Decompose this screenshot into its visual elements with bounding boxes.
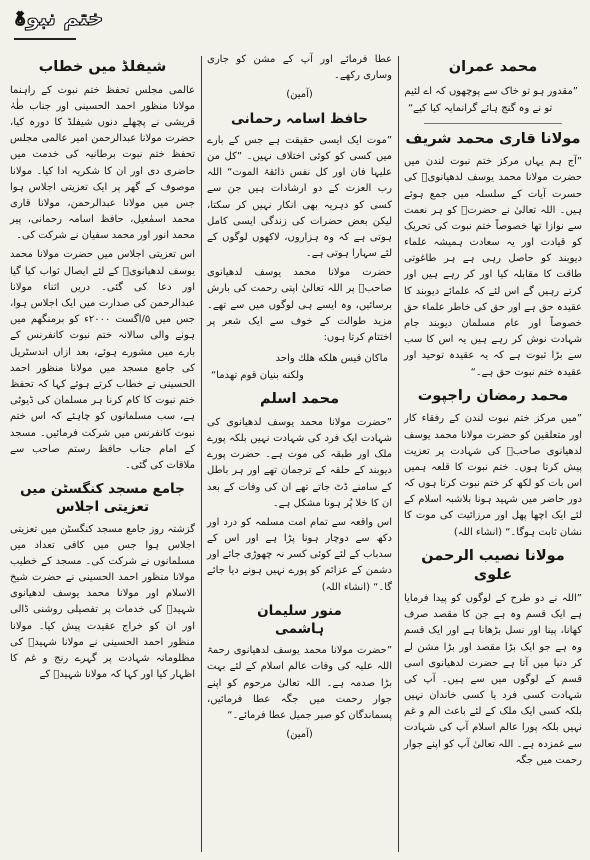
section-heading: منور سلیمان ہاشمی bbox=[257, 602, 342, 638]
column-divider bbox=[201, 56, 202, 852]
verse-line: ماكان قيس هلكه هلك واحد bbox=[275, 353, 388, 365]
column-divider bbox=[398, 56, 399, 852]
section-paragraph: ”اللہ نے دو طرح کے لوگوں کو پیدا فرمایا ہے ایک قسم وہ ہے جن کا مقصد صرف کھانا، پینا اور نسل بڑھانا ہے اور ایک قسم وہ ہے جو ایک بڑا مقصد اور بڑا مشن لے کر دنیا میں آتا ہے حضرت لدھیانوی اسی قسم کے لوگوں میں سے ہیں۔ آپ کی شہادت کسی فرد یا کسی خاندان نہیں بلکہ کسی ایک ملک کے لئے باعث الم و غم نہیں بلکہ پورا عالم اسلام آپ کی شہادت سے غمزدہ ہے۔ اللہ تعالیٰ آپ کو اپنے جوار رحمت میں جگہ bbox=[404, 592, 582, 766]
masthead-logo: ختم نبوۃ bbox=[14, 6, 104, 30]
amen-line: (آمین) bbox=[286, 89, 313, 101]
section-paragraph: ”موت ایک ایسی حقیقت ہے جس کے بارے میں کسی کو کوئی اختلاف نہیں۔ ”کل من علیہا فان اور کل نفس ذائقۃ الموت“ اللہ رب العزت کے دو ارشادات ہیں جن سے کسی کو دہریہ بھی انکار نہیں کر سکتا، لیکن بعض حضرات کی زندگی ایسی کامل ہوتی ہے کہ وہ ہزاروں، لاکھوں لوگوں کے لئے سہارا ہوتی ہے۔ bbox=[207, 134, 392, 260]
section-heading: مولانا قاری محمد شریف bbox=[405, 130, 581, 147]
right-column bbox=[404, 52, 582, 772]
section-heading: مولانا نصیب الرحمن علوی bbox=[421, 547, 565, 584]
section-paragraph: ”میں مرکز ختم نبوت لندن کے رفقاء کار اور متعلقین کو حضرت مولانا محمد یوسف لدھیانوی صاحبؒ کی شہادت پر تعزیت پیش کرتا ہوں۔ ختم نبوت کا قلعہ ہمیں اس بات کو لکھ کر ختم نبوت کرتا ہوں کہ دور حاضر میں شہید ہونا بلاشبہ اسلام کے لئے ایک اچھا پھل اور مرزائیت کی موت کا نشان ثابت ہوگا۔“ (انشاء اللہ) bbox=[404, 413, 582, 538]
section-paragraph: ”حضرت مولانا محمد یوسف لدھیانوی کی شہادت ایک فرد کی شہادت نہیں بلکہ پورے ملک اور طبقہ کی موت ہے۔ حضرت پورے دیوبند کے حلقہ کے ترجمان تھے اور ہر باطل کے سامنے ڈٹ جاتے تھے ان کی وفات کے بعد ان کا خلا پُر ہونا مشکل ہے۔ bbox=[207, 416, 392, 509]
section-paragraph: ”حضرت مولانا محمد یوسف لدھیانوی رحمۃ اللہ علیہ کی وفات عالم اسلام کے لئے بہت بڑا صدمہ ہے۔ اللہ تعالیٰ مرحوم کو اپنے جوار رحمت میں جگہ عطا فرمائیں، پسماندگان کو صبر جمیل عطا فرمائے۔“ bbox=[207, 645, 392, 722]
couplet bbox=[404, 83, 582, 117]
masthead-underline bbox=[14, 38, 76, 40]
section-heading: شیفلڈ میں خطاب bbox=[38, 59, 167, 75]
couplet-line: ”مقدور ہو تو خاک سے پوچھوں کہ اے لئیم bbox=[404, 85, 578, 97]
section-heading: محمد رمضان راجپوت bbox=[417, 387, 569, 404]
verse-line: ولكنه بنيان قوم تهدما“ bbox=[211, 370, 304, 382]
middle-column bbox=[207, 52, 392, 745]
couplet-line: تو نے وہ گنج ہائے گرانمایہ کیا کیے“ bbox=[408, 102, 553, 114]
section-separator bbox=[424, 123, 562, 124]
section-paragraph: عالمی مجلس تحفظ ختم نبوت کے راہنما مولانا منظور احمد الحسینی اور جناب طٰہٰ قریشی نے پچھلے دنوں شیفلڈ کا دورہ کیا، حضرت مولانا عبدالرحمن امیر عالمی مجلس تحفظ ختم نبوت برطانیہ کی خدمت میں حاضری دی اور ان کا شکریہ ادا کیا۔ مولانا موصوف کے گھر پر ایک تعزیتی اجلاس ہوا جس میں مولانا عبدالرحمن، مولانا قاری محمد اسمٰعیل، حافظ اسامہ رحمانی، پیر محمد انور اور محمد سفیان نے شرکت کی۔ bbox=[10, 84, 195, 242]
continuation-text: عطا فرمائے اور آپ کے مشن کو جاری وساری رکھے۔ bbox=[207, 54, 392, 82]
left-column bbox=[10, 52, 195, 686]
section-paragraph: اس تعزیتی اجلاس میں حضرت مولانا محمد یوسف لدھیانویؒ کے لئے ایصال ثواب کیا گیا اور دعا کی گئی۔ دریں اثناء مولانا عبدالرحمن کی صدارت میں ایک اجلاس ہوا، جس میں ۵/اگست ۲۰۰۰ء کو برمنگھم میں ہونے والی سالانہ ختم نبوت کانفرنس کے بارے میں مشورے ہوئے، بعد ازاں اندسٹریل کی جامع مسجد میں مولانا منظور احمد الحسینی نے خطاب کرتے ہوئے کہا کہ تحفظ ختم نبوت کا کام کرنا ہر مسلمان کی ڈیوٹی ہے، سب مسلمانوں کو چاہئے کہ اس ختم نبوت کانفرنس میں شرکت فرمائیں۔ مسجد کے امام جناب حافظ رستم صاحب سے ملاقات کی گئی۔ bbox=[10, 249, 195, 471]
section-heading: جامع مسجد کنگسٹن میں تعزیتی اجلاس bbox=[20, 481, 185, 516]
section-heading: حافظ اسامہ رحمانی bbox=[230, 110, 369, 127]
arabic-verse bbox=[207, 350, 392, 384]
amen-line: (آمین) bbox=[286, 729, 313, 741]
section-heading: محمد اسلم bbox=[259, 391, 340, 408]
section-paragraph: حضرت مولانا محمد یوسف لدھیانوی صاحبؒ پر اللہ تعالیٰ اپنی رحمت کی بارش برسائیں، وہ ایسے ہی لوگوں میں سے تھے۔ مزید طوالت کے خوف سے ایک شعر پر اختتام کرتا ہوں: bbox=[207, 267, 392, 344]
section-paragraph: اس واقعہ سے تمام امت مسلمہ کو درد اور دکھ سے دوچار ہونا پڑا ہے اور اس کے سدباب کے لئے کوئی کسر نہ چھوڑی جائے اور دشمن کے عزائم کو پورے نہیں ہونے دیا جائے گا۔“ (انشاء اللہ) bbox=[207, 516, 392, 593]
section-paragraph: گزشتہ روز جامع مسجد کنگسٹن میں تعزیتی اجلاس ہوا جس میں کافی تعداد میں مسلمانوں نے شرکت کی۔ مسجد کے خطیب مولانا منظور احمد الحسینی نے حضرت شیخ الاسلام اور مولانا محمد یوسف لدھیانوی شہیدؒ کی خدمات پر تفصیلی روشنی ڈالی اور ان کو خراج عقیدت پیش کیا۔ مولانا منظور احمد الحسینی نے مولانا شہیدؒ کی مظلومانہ شہادت پر گہرے رنج و غم کا اظہار کیا اور کہا کہ مولانا شہیدؒ کے bbox=[10, 523, 195, 681]
section-paragraph: ”آج ہم یہاں مرکز ختم نبوت لندن میں حضرت مولانا محمد یوسف لدھیانویؒ کی حسرت آیات کے سلسلہ میں جمع ہوئے ہیں۔ اللہ تعالیٰ نے حضرتؒ کو ہر نعمت سے نوازا تھا خصوصاً ختم نبوت کی تحریک کو قیادت اور یہ سعادت ہمیشہ علماء دیوبند کو حاصل رہی ہے ہر طاغوتی طاقت کا مقابلہ کیا اور کر رہے ہیں اور کرتے رہیں گے اس لئے کہ علمائے دیوبند کا عقیدہ حق ہے اور حق کی خاطر علماء حق خصوصاً اور عام مسلمان دیوبند جام شہادت نوش کر رہے ہیں یہ اس کا سب سے بڑا ثبوت ہے کہ یہ عقیدہ توحید اور عقیدہ ختم نبوت حق ہے۔“ bbox=[404, 156, 582, 378]
section-heading: محمد عمران bbox=[448, 59, 538, 75]
